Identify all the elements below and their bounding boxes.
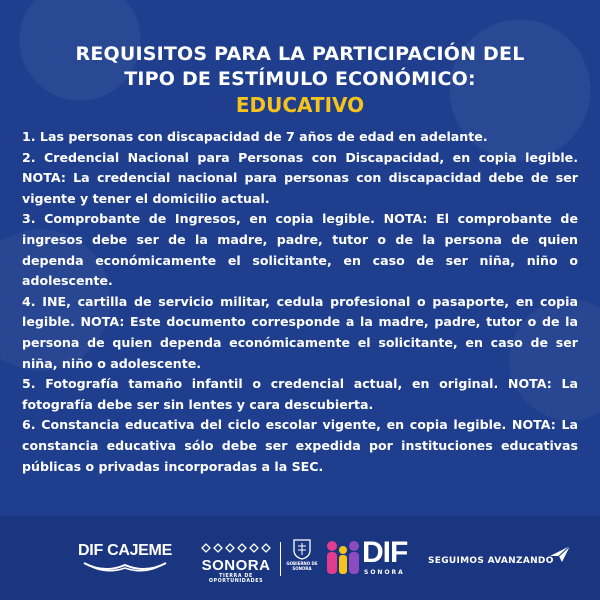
page-header (0, 42, 600, 118)
dif-sonora-wordmark: DIF (362, 536, 408, 569)
dif-cajeme-logo (70, 542, 180, 572)
dif-cajeme-wave-icon (82, 560, 168, 572)
sonora-logo (196, 538, 276, 584)
paper-plane-icon (548, 544, 572, 564)
title-line-2: TIPO DE ESTÍMULO ECONÓMICO: (124, 68, 476, 90)
requirement-item-6: 6. Constancia educativa del ciclo escolar vigente, en copia legible. NOTA: La constancia educativa sólo debe ser expedida por instituciones educativas públicas o privadas incorporadas a la SEC. (22, 417, 578, 474)
dif-sonora-logo (324, 538, 424, 584)
requirement-item-3: 3. Comprobante de Ingresos, en copia legible. NOTA: El comprobante de ingresos debe ser de la madre, padre, tutor o de la persona de quien dependa económicamente el solicitante, en caso de ser niña, niño o adolescente. (22, 211, 578, 289)
family-figures-icon (324, 538, 362, 578)
title-line-1: REQUISITOS PARA LA PARTICIPACIÓN DEL (75, 43, 525, 65)
requirements-list (22, 127, 578, 477)
logo-divider (280, 542, 281, 576)
gobierno-sonora-logo (285, 538, 319, 571)
dif-sonora-subtitle: SONORA (364, 569, 405, 576)
footer-logos (0, 516, 600, 600)
title-accent: EDUCATIVO (235, 93, 365, 117)
sonora-tagline: TIERRA DE OPORTUNIDADES (208, 574, 264, 584)
sonora-diamonds-icon (198, 543, 274, 553)
requirement-item-5: 5. Fotografía tamaño infantil o credencial actual, en original. NOTA: La fotografía debe ser sin lentes y cara descubierta. (22, 376, 578, 412)
coat-of-arms-icon (291, 538, 313, 560)
gobierno-sonora-text: GOBIERNO DE SONORA (286, 561, 318, 571)
requirement-item-4: 4. INE, cartilla de servicio militar, cedula profesional o pasaporte, en copia legible. NOTA: Este documento corresponde a la madre, padre, tutor o de la persona de quien dependa económicamente el solicitante, en caso de ser niña, niño o adolescente. (22, 293, 578, 371)
slogan-text: SEGUIMOS AVANZANDO (428, 556, 554, 566)
requirement-item-1: 1. Las personas con discapacidad de 7 años de edad en adelante. (22, 129, 488, 144)
sonora-wordmark: SONORA (201, 557, 271, 574)
dif-cajeme-wordmark: DIF CAJEME (78, 542, 172, 559)
requirement-item-2: 2. Credencial Nacional para Personas con Discapacidad, en copia legible. NOTA: La credencial nacional para personas con discapacidad debe de ser vigente y tener el domicilio actual. (22, 149, 578, 206)
